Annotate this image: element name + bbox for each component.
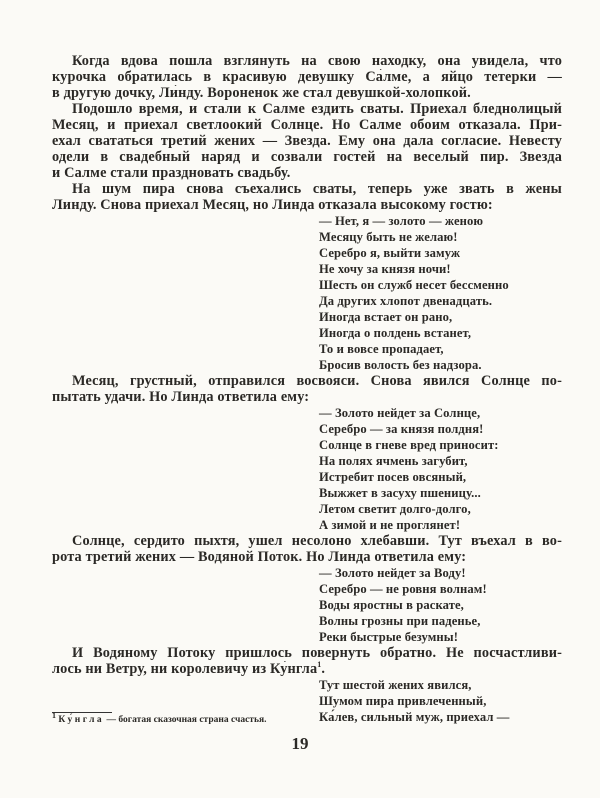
line-text: Серебро я, выйти замуж — [319, 246, 461, 260]
line-text: Тут шестой жених явился, — [319, 678, 472, 692]
line-text: рота третий жених — Водяной Поток. Но Линда ответила ему: — [52, 549, 467, 565]
verse-line — [52, 469, 562, 485]
prose-line — [52, 389, 562, 405]
line-text: — Нет, я — золото — женою — [319, 214, 484, 228]
verse-line — [52, 501, 562, 517]
prose-line — [52, 117, 562, 133]
prose-paragraph — [52, 373, 562, 405]
verse-line — [52, 453, 562, 469]
line-text: Когда вдова пошла взглянуть на свою находку, она увидела, что — [72, 53, 562, 69]
line-text: Бросив волость без надзора. — [319, 358, 482, 372]
line-text: На полях ячмень загубит, — [319, 454, 468, 468]
line-text: Волны грозны при паденье, — [319, 614, 481, 628]
line-text: Летом светит долго-долго, — [319, 502, 471, 516]
line-text: Истребит посев овсяный, — [319, 470, 467, 484]
verse-line — [52, 581, 562, 597]
verse-line — [52, 229, 562, 245]
prose-line — [52, 373, 562, 389]
prose-paragraph — [52, 101, 562, 181]
line-text: На шум пира снова съехались сваты, теперь уже звать в жены — [72, 181, 562, 197]
prose-line — [52, 197, 562, 213]
page-number: 19 — [291, 734, 309, 753]
verse-line — [52, 517, 562, 533]
verse-line — [52, 309, 562, 325]
footnote-text: — богатая сказочная страна счастья. — [104, 715, 267, 725]
line-text: и Салме стали праздновать свадьбу. — [52, 165, 291, 181]
prose-line — [52, 661, 562, 677]
verse-line — [52, 421, 562, 437]
line-text: Серебро — не ровня волнам! — [319, 582, 487, 596]
line-text: И Водяному Потоку пришлось повернуть обратно. Не посчастливи- — [72, 645, 562, 661]
prose-line — [52, 181, 562, 197]
verse-line — [52, 677, 562, 693]
prose-line — [52, 69, 562, 85]
line-text: — Золото нейдет за Воду! — [319, 566, 466, 580]
line-text: Шумом пира привлеченный, — [319, 694, 487, 708]
line-text: Ка́лев, сильный муж, приехал — — [319, 710, 510, 724]
verse-stanza — [52, 565, 562, 645]
footnote-term: Ку́нгла — [58, 715, 105, 725]
prose-line — [52, 645, 562, 661]
verse-line — [52, 629, 562, 645]
prose-paragraph — [52, 181, 562, 213]
prose-paragraph — [52, 533, 562, 565]
verse-stanza — [52, 213, 562, 373]
line-text: Реки быстрые безумны! — [319, 630, 459, 644]
line-tail: . — [321, 661, 326, 677]
line-text: Линду. Снова приехал Месяц, но Линда отказала высокому гостю: — [52, 197, 493, 213]
verse-stanza — [52, 405, 562, 533]
line-text: А зимой и не проглянет! — [319, 518, 461, 532]
line-text: То и вовсе пропадает, — [319, 342, 444, 356]
prose-line — [52, 165, 562, 181]
prose-line — [52, 549, 562, 565]
prose-line — [52, 53, 562, 69]
line-text: лось ни Ветру, ни королевичу из Ку́нгла — [52, 661, 318, 677]
footnote — [52, 710, 267, 725]
verse-line — [52, 245, 562, 261]
line-text: Месяц, и приехал светлоокий Солнце. Но Салме обоим отказала. При- — [52, 117, 562, 133]
verse-line — [52, 213, 562, 229]
prose-line — [52, 85, 562, 101]
line-text: Подошло время, и стали к Салме ездить сваты. Приехал бледнолицый — [72, 101, 562, 117]
verse-line — [52, 597, 562, 613]
prose-line — [52, 133, 562, 149]
footnote-reference: 1 — [317, 661, 322, 670]
verse-line — [52, 357, 562, 373]
verse-line — [52, 341, 562, 357]
line-text: — Золото нейдет за Солнце, — [319, 406, 481, 420]
line-text: Да других хлопот двенадцать. — [319, 294, 493, 308]
line-text: ехал свататься третий жених — Звезда. Ему она дала согласие. Невесту — [52, 133, 562, 149]
verse-line — [52, 293, 562, 309]
footnote-marker: 1 — [52, 710, 56, 720]
line-text: Шесть он служб несет бессменно — [319, 278, 509, 292]
line-text: Иногда о полдень встанет, — [319, 326, 472, 340]
verse-line — [52, 325, 562, 341]
footnote-divider — [52, 712, 112, 713]
page-body-text — [52, 53, 562, 725]
verse-line — [52, 277, 562, 293]
line-text: Месяц, грустный, отправился восвояси. Снова явился Солнце по- — [72, 373, 562, 389]
line-text: Выжжет в засуху пшеницу... — [319, 486, 481, 500]
verse-line — [52, 613, 562, 629]
line-text: пытать удачи. Но Линда ответила ему: — [52, 389, 310, 405]
line-text: Не хочу за князя ночи! — [319, 262, 451, 276]
line-text: Иногда встает он рано, — [319, 310, 453, 324]
verse-line — [52, 485, 562, 501]
prose-line — [52, 533, 562, 549]
verse-line — [52, 693, 562, 709]
prose-paragraph — [52, 645, 562, 677]
prose-paragraph — [52, 53, 562, 101]
line-text: Месяцу быть не желаю! — [319, 230, 458, 244]
prose-line — [52, 149, 562, 165]
line-text: Серебро — за князя полдня! — [319, 422, 484, 436]
verse-line — [52, 437, 562, 453]
line-text: курочка обратилась в красивую девушку Са́лме, а яйцо тетерки — — [52, 69, 562, 85]
line-text: Солнце, сердито пыхтя, ушел несолоно хлебавши. Тут въехал в во- — [72, 533, 562, 549]
verse-line — [52, 565, 562, 581]
prose-line — [52, 101, 562, 117]
line-text: в другую дочку, Ли́нду. Вороненок же стал девушкой-холопкой. — [52, 85, 471, 101]
verse-line — [52, 261, 562, 277]
verse-line — [52, 405, 562, 421]
line-text: Солнце в гневе вред приносит: — [319, 438, 499, 452]
line-text: Воды яростны в раскате, — [319, 598, 464, 612]
line-text: одели в свадебный наряд и созвали гостей на веселый пир. Звезда — [52, 149, 562, 165]
